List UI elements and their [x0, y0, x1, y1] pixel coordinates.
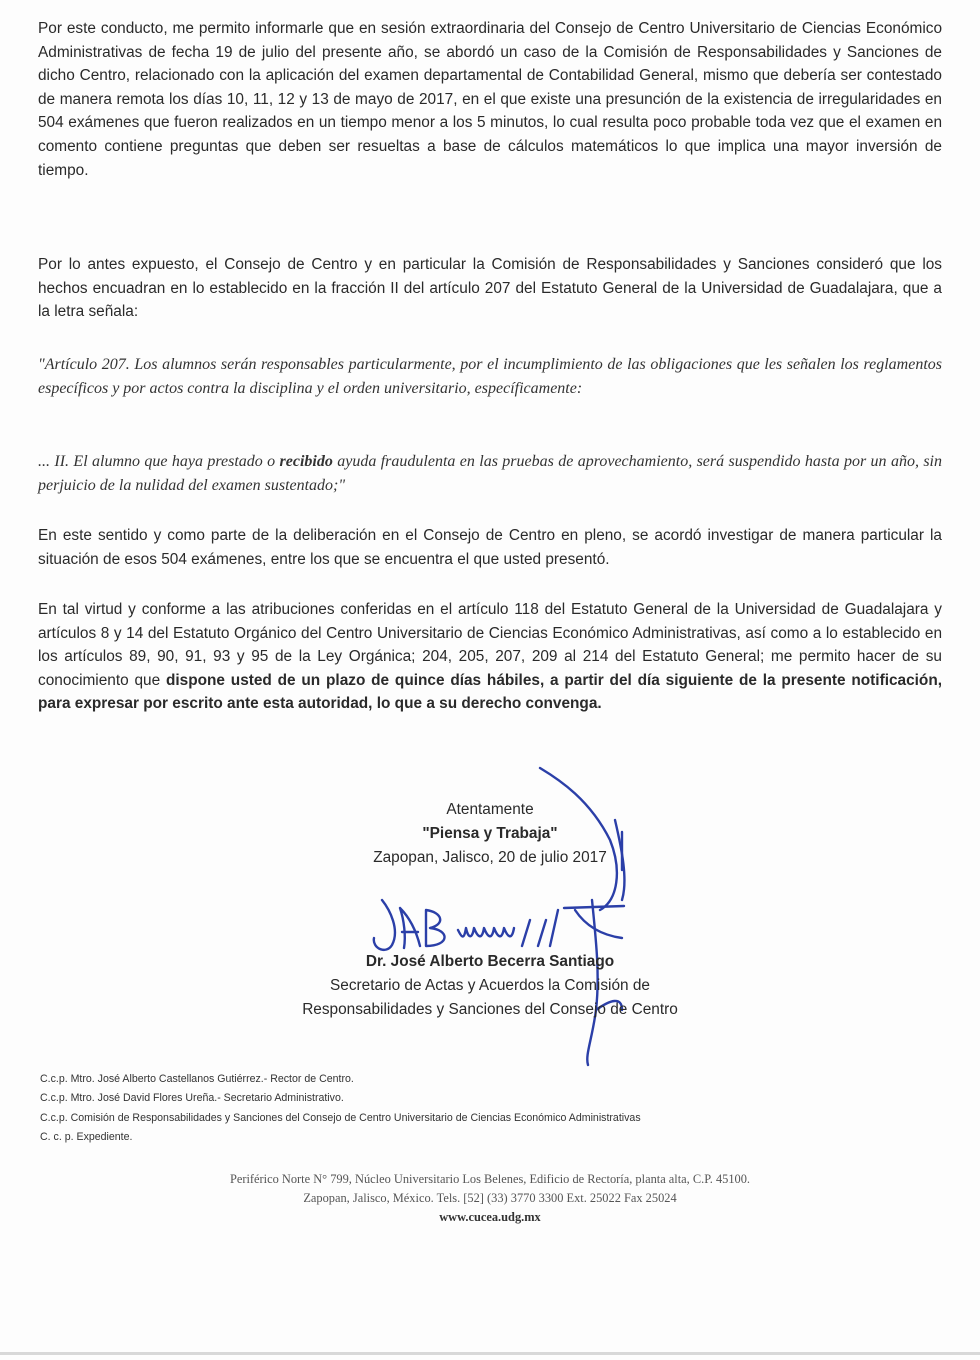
signer-role-line-2: Responsabilidades y Sanciones del Consejo de Centro [302, 1001, 678, 1018]
paragraph-3: En este sentido y como parte de la deliberación en el Consejo de Centro en pleno, se acordó investigar de manera particular la situación de esos 504 exámenes, entre los que se encuentra el que usted presentó. [38, 527, 942, 568]
page-bottom-edge [0, 1352, 980, 1355]
quote-fraction-ii-bold: recibido [279, 453, 333, 470]
paragraph-4-text: En tal virtud y conforme a las atribuciones conferidas en el artículo 118 del Estatuto General de la Universidad de Guadalajara y artículos 8 y 14 del Estatuto Orgánico del Centro Universitario de Ciencias Económico Administrativas, así como a lo establecido en los artículos 89, 90, 91, 93 y 95 de la Ley Orgánica; 204, 205, 207, 209 al 214 del Estatuto General; me permito hacer de su conocimiento que [38, 601, 942, 689]
footer-website: www.cucea.udg.mx [439, 1210, 541, 1224]
copy-recipient: C.c.p. Mtro. José Alberto Castellanos Gutiérrez.- Rector de Centro. [40, 1073, 354, 1085]
place-date: Zapopan, Jalisco, 20 de julio 2017 [373, 849, 607, 866]
paragraph-1: Por este conducto, me permito informarle que en sesión extraordinaria del Consejo de Centro Universitario de Ciencias Económico Administrativas de fecha 19 de julio del presente año, se abordó un caso de la Comisión de Responsabilidades y Sanciones de dicho Centro, relacionado con la aplicación del examen departamental de Contabilidad General, mismo que debería ser contestado de manera remota los días 10, 11, 12 y 13 de mayo de 2017, en el que existe una presunción de la existencia de irregularidades en 504 exámenes que fueron realizados en un tiempo menor a los 5 minutos, lo cual resulta poco probable toda vez que el examen en comento contiene preguntas que deben ser resueltas a base de cálculos matemáticos lo que implica una mayor inversión de tiempo. [38, 20, 942, 179]
closing: Atentamente [446, 801, 534, 818]
motto: "Piensa y Trabaja" [422, 825, 558, 842]
copies-list [40, 1070, 940, 1148]
quote-fraction-ii-end: ayuda fraudulenta en las pruebas de aprovechamiento, será suspendido hasta por un año, sin perjuicio de la nulidad del examen sustentado;" [38, 453, 942, 494]
footer-address-line-2: Zapopan, Jalisco, México. Tels. [52] (33) 3770 3300 Ext. 25022 Fax 25024 [303, 1191, 677, 1205]
copy-recipient: C.c.p. Comisión de Responsabilidades y Sanciones del Consejo de Centro Universitario de Ciencias Económico Administrativas [40, 1111, 641, 1124]
letterhead-footer [100, 1170, 880, 1227]
copy-recipient: C.c.p. Mtro. José David Flores Ureña.- Secretario Administrativo. [40, 1092, 344, 1105]
handwritten-signature [360, 760, 660, 1080]
signer-name: Dr. José Alberto Becerra Santiago [365, 953, 615, 970]
copy-recipient: C. c. p. Expediente. [40, 1131, 133, 1144]
quote-article-207: "Artículo 207. Los alumnos serán responsables particularmente, por el incumplimiento de las obligaciones que les señalen los reglamentos específicos y por actos contra la disciplina y el orden universitario, específicamente: [38, 356, 942, 397]
paragraph-4-deadline: dispone usted de un plazo de quince días hábiles, a partir del día siguiente de la presente notificación, para expresar por escrito ante esta autoridad, lo que a su derecho convenga. [38, 671, 942, 713]
quote-fraction-ii [38, 450, 942, 497]
footer-address-line-1: Periférico Norte N° 799, Núcleo Universitario Los Belenes, Edificio de Rectoría, planta alta, C.P. 45100. [229, 1172, 751, 1186]
quote-fraction-ii-start: ... II. El alumno que haya prestado o [38, 453, 280, 470]
signer-role-line-1: Secretario de Actas y Acuerdos la Comisión de [330, 977, 650, 994]
paragraph-4 [38, 598, 942, 716]
paragraph-2: Por lo antes expuesto, el Consejo de Centro y en particular la Comisión de Responsabilidades y Sanciones consideró que los hechos encuadran en lo establecido en la fracción II del artículo 207 del Estatuto General de la Universidad de Guadalajara, que a la letra señala: [38, 256, 942, 321]
